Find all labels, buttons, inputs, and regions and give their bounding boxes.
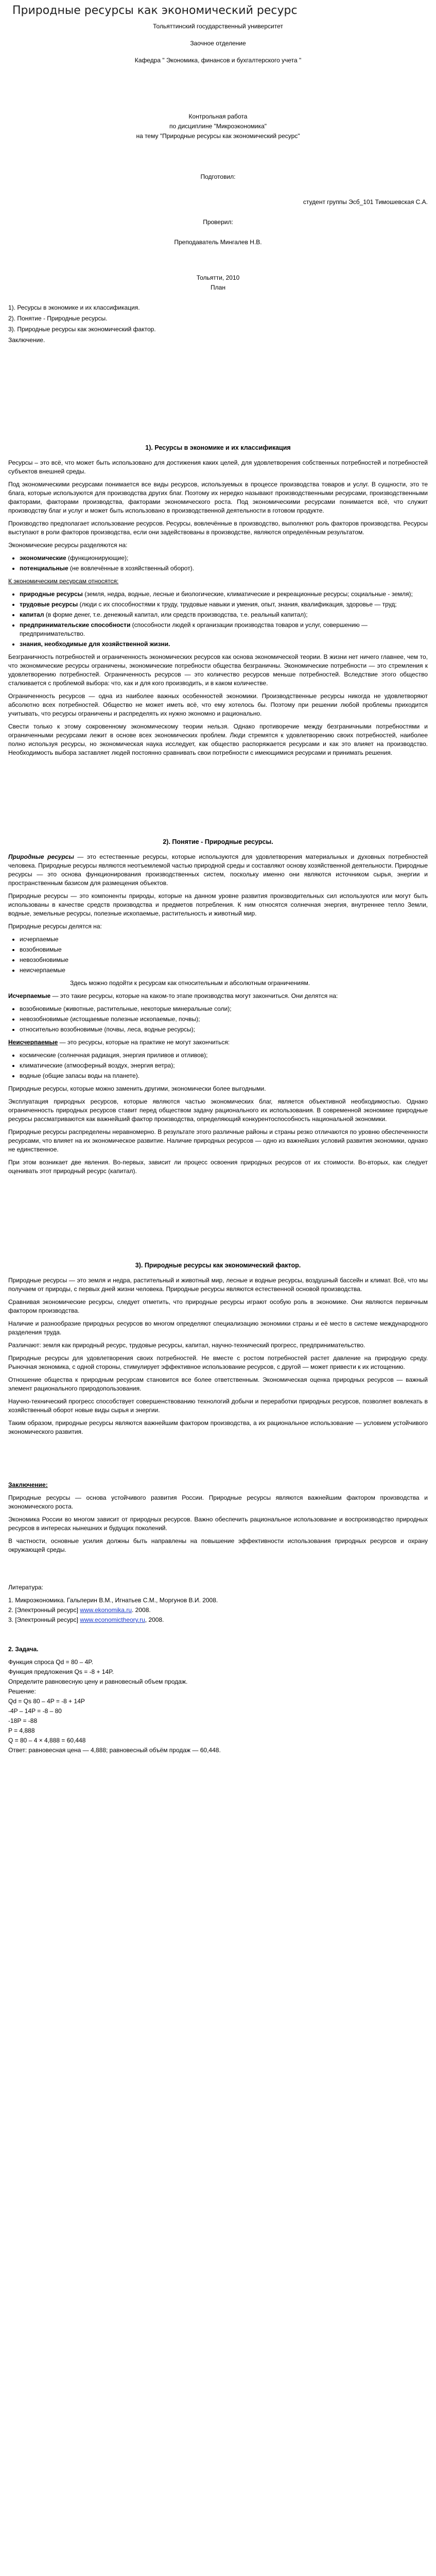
paragraph: Экономика России во многом зависит от природных ресурсов. Важно обеспечить рациональное использование и воспроизводство природных ресурсов в интересах нынешних и будущих поколений.: [8, 1516, 428, 1532]
document-title: Природные ресурсы как экономический ресурс: [12, 4, 298, 17]
paragraph: Природные ресурсы, которые можно заменить другими, экономически более выгодными.: [8, 1085, 266, 1092]
problem-line: P = 4,888: [8, 1727, 35, 1734]
conclusion-heading: Заключение:: [8, 1481, 48, 1488]
paragraph: Различают: земля как природный ресурс, трудовые ресурсы, капитал, научно-технический прогресс, предпринимательство.: [8, 1342, 365, 1349]
paragraph: Под экономическими ресурсами понимается все виды ресурсов, используемых в процессе производства товаров и услуг. В сущности, это те блага, которые используются для производства других благ. Поэтому их нередко называют производственными ресурсами, производственными факторами, факторами производства, факторами экономического роста. Под экономическими ресурсами понимается всё, что служит производству благ и услуг и может быть использовано в производственной деятельности в готовом продукте.: [8, 481, 428, 514]
paragraph: Природные ресурсы — основа устойчивого развития России. Природные ресурсы являются важнейшим фактором производства и экономического роста.: [8, 1494, 428, 1510]
paragraph: Эксплуатация природных ресурсов, которые являются частью экономических благ, является объективной необходимостью. Однако ограниченность природных ресурсов ставит перед обществом задачу рационального их использования. В современной экономике природные ресурсы рассматриваются как важнейший фактор производства, определяющий конкурентоспособность национальной экономики.: [8, 1098, 428, 1123]
list-item: • экономические (функционирующие);: [20, 554, 428, 563]
paragraph: Природные ресурсы — это естественные ресурсы, которые используются для удовлетворения материальных и духовных потребностей человека. Природные ресурсы являются неотъемлемой частью природной среды и составляют основу хозяйственной деятельности. Природные ресурсы — это основа функционирования производственных систем, поскольку именно они являются источником сырья, энергии и пространственным базисом для размещения объектов.: [8, 853, 428, 887]
table-of-contents: [8, 303, 428, 345]
list-item: • водные (общие запасы воды на планете).: [20, 1072, 428, 1080]
literature-item: 2. [Электронный ресурс] www.ekonomika.ru. 2008.: [8, 1606, 151, 1614]
paragraph: Безграничность потребностей и ограниченность экономических ресурсов как основа экономической теории. В жизни нет ничего главнее, чем то, что экономические ресурсы ограничены, экономические потребности общества безграничны. Экономические потребности — это стремления к удовлетворению потребностей. Ограниченность ресурсов — это количество ресурсов меньше потребностей. Вследствие этого общество сталкивается с проблемой выбора: что, как и для кого производить, и в каком количестве.: [8, 653, 428, 687]
list-item: • невозобновимые (истощаемые полезные ископаемые, почвы);: [20, 1015, 428, 1024]
department-name: Заочное отделение: [190, 40, 246, 47]
literature-heading: Литература:: [8, 1584, 43, 1591]
university-name: Тольяттинский государственный университет: [153, 23, 283, 30]
literature-link[interactable]: www.economictheory.ru: [80, 1616, 145, 1623]
problem-line: Qd = Qs 80 – 4P = -8 + 14P: [8, 1698, 85, 1705]
literature-item: 3. [Электронный ресурс] www.economictheory.ru, 2008.: [8, 1616, 164, 1623]
teacher-name: Преподаватель Мингалев Н.В.: [174, 239, 262, 246]
paragraph: Природные ресурсы для удовлетворения своих потребностей. Не вместе с ростом потребностей растет давление на природную среду. Рыночная экономика, с одной стороны, стимулирует эффективное использование ресурсов, с другой — может привести к их истощению.: [8, 1354, 428, 1370]
document-body: [6, 22, 430, 1755]
chair-name: Кафедра " Экономика, финансов и бухгалтерского учета ": [134, 57, 302, 64]
list-item: • космические (солнечная радиация, энергия приливов и отливов);: [20, 1051, 428, 1060]
toc-item: 1). Ресурсы в экономике и их классификация.: [8, 304, 140, 311]
list-item: • знания, необходимые для хозяйственной жизни.: [20, 640, 428, 649]
paragraph: Таким образом, природные ресурсы являются важнейшим фактором производства, а их рациональное использование — условием устойчивого экономического развития.: [8, 1419, 428, 1435]
section-2-heading: 2). Понятие - Природные ресурсы.: [163, 838, 273, 845]
list-item: • невозобновимые: [20, 956, 428, 964]
list-item: • климатические (атмосферный воздух, энергия ветра);: [20, 1061, 428, 1070]
topic: на тему "Природные ресурсы как экономический ресурс": [136, 132, 300, 140]
list-item: • предпринимательские способности (способности людей к организации производства товаров и услуг, совершению — предпринимательство.: [20, 621, 428, 638]
paragraph: Ограниченность ресурсов — одна из наиболее важных особенностей экономики. Производственные ресурсы никогда не удовлетворяют абсолютно всех потребностей. Общество не может иметь всё, что ему хотелось бы. Поэтому при решении любой проблемы приходится учитывать, что ресурсы ограничены и распределять их нужно экономно и рационально.: [8, 692, 428, 717]
toc-item: 3). Природные ресурсы как экономический фактор.: [8, 326, 156, 333]
list-item: • капитал (в форме денег, т.е. денежный капитал, или средств производства, т.е. реальный капитал);: [20, 611, 428, 619]
paragraph: Природные ресурсы распределены неравномерно. В результате этого различные районы и страны резко отличаются по уровню обеспеченности ресурсами, что влияет на их экономическое развитие. Наличие природных ресурсов — одно из важнейших условий развития экономики, однако не единственное.: [8, 1128, 428, 1153]
list-item: • природные ресурсы (земля, недра, водные, лесные и биологические, климатические и рекреационные ресурсы; социальные - земля);: [20, 590, 428, 599]
toc-item: Заключение.: [8, 336, 45, 344]
student-name: студент группы Эсб_101 Тимошевская С.А.: [303, 198, 428, 206]
problem-line: -18P = -88: [8, 1717, 38, 1724]
list-item: • относительно возобновимые (почвы, леса, водные ресурсы);: [20, 1025, 428, 1034]
resource-status-list: [8, 554, 428, 573]
problem-line: Ответ: равновесная цена — 4,888; равновесный объём продаж — 60,448.: [8, 1747, 221, 1754]
resource-types-list: [8, 590, 428, 649]
paragraph: Здесь можно подойти к ресурсам как относительным и абсолютным ограничениям.: [70, 979, 310, 987]
prepared-label: Подготовил:: [200, 173, 236, 180]
paragraph: Производство предполагает использование ресурсов. Ресурсы, вовлечённые в производство, выполняют роль факторов производства. Ресурсы выступают в роли факторов производства, если они задействованы в производстве, являются определённым результатом.: [8, 520, 428, 536]
class-label: К экономическим ресурсам относятся:: [8, 578, 119, 585]
section-3-heading: 3). Природные ресурсы как экономический фактор.: [135, 1262, 301, 1269]
paragraph: Свести только к этому сокровенному экономическому теории нельзя. Однако противоречие между безграничными потребностями и ограниченными ресурсами лежит в основе всех экономических проблем. Люди стремятся к удовлетворению своих потребностей, наиболее полно используя ресурсы, но экономическая наука исследует, как общество распоряжается ресурсами и как это влияет на производство. Необходимость выбора заставляет людей постоянно сравнивать свои потребности с имеющимися ресурсами и принимать решения.: [8, 723, 428, 756]
paragraph: Неисчерпаемые — это ресурсы, которые на практике не могут закончиться:: [8, 1039, 230, 1046]
list-item: • трудовые ресурсы (люди с их способностями к труду, трудовые навыки и умения, опыт, знания, квалификация, здоровье — труд;: [20, 600, 428, 609]
problem-line: Q = 80 – 4 × 4,888 = 60,448: [8, 1737, 86, 1744]
problem-line: Определите равновесную цену и равновесный объем продаж.: [8, 1678, 188, 1685]
problem-line: Функция спроса Qd = 80 – 4P.: [8, 1658, 94, 1666]
list-item: • возобновимые (животные, растительные, некоторые минеральные соли);: [20, 1005, 428, 1013]
paragraph: При этом возникает две явления. Во-первых, зависит ли процесс освоения природных ресурсов от их стоимости. Во-вторых, как следует оценивать этот природный ресурс (капитал).: [8, 1159, 428, 1175]
plan-label: План: [211, 284, 225, 291]
paragraph: Научно-технический прогресс способствует совершенствованию технологий добычи и переработки природных ресурсов, позволяет вовлекать в хозяйственный оборот новые виды сырья и энергии.: [8, 1398, 428, 1414]
paragraph: Природные ресурсы — это компоненты природы, которые на данном уровне развития производительных сил используются или могут быть использованы в качестве средств производства и предметов потребления. К ним относятся солнечная энергия, внутреннее тепло Земли, водные, земельные ресурсы, полезные ископаемые, растительность и животный мир.: [8, 892, 428, 917]
literature-link[interactable]: www.ekonomika.ru: [80, 1606, 132, 1614]
list-item: • возобновимые: [20, 945, 428, 954]
list-item: • исчерпаемые: [20, 935, 428, 944]
paragraph: Природные ресурсы — это земля и недра, растительный и животный мир, лесные и водные ресурсы, воздушный бассейн и климат. Всё, что мы получаем от природы, с первых дней жизни человека. Природные ресурсы являются естественной основой производства.: [8, 1277, 428, 1293]
paragraph: Экономические ресурсы разделяются на:: [8, 541, 128, 549]
toc-item: 2). Понятие - Природные ресурсы.: [8, 315, 108, 322]
problem-line: -4P – 14P = -8 – 80: [8, 1707, 62, 1715]
exhaustible-list: [8, 1005, 428, 1034]
paragraph: Исчерпаемые — это такие ресурсы, которые на каком-то этапе производства могут закончиться. Они делятся на:: [8, 992, 338, 999]
types-label: Природные ресурсы делятся на:: [8, 923, 102, 930]
paragraph: Отношение общества к природным ресурсам становится все более ответственным. Экономическая оценка природных ресурсов — важный элемент рационального природопользования.: [8, 1376, 428, 1392]
work-type: Контрольная работа: [188, 113, 248, 120]
inexhaustible-list: [8, 1051, 428, 1080]
problem-line: Решение:: [8, 1688, 36, 1695]
list-item: • неисчерпаемые: [20, 966, 428, 975]
paragraph: Наличие и разнообразие природных ресурсов во многом определяют специализацию экономики страны и её место в системе международного разделения труда.: [8, 1320, 428, 1336]
discipline: по дисциплине "Микроэкономика": [169, 123, 267, 130]
checked-label: Проверил:: [203, 218, 233, 226]
problem-line: Функция предложения Qs = -8 + 14P.: [8, 1668, 114, 1675]
city-year: Тольятти, 2010: [196, 274, 240, 281]
literature-item: 1. Микроэкономика. Гальперин В.М., Игнатьев С.М., Моргунов В.И. 2008.: [8, 1597, 218, 1604]
list-item: • потенциальные (не вовлечённые в хозяйственный оборот).: [20, 564, 428, 573]
problem-heading: 2. Задача.: [8, 1646, 39, 1653]
natural-resource-types-list: [8, 935, 428, 975]
paragraph: Сравнивая экономические ресурсы, следует отметить, что природные ресурсы играют особую роль в экономике. Они являются первичным фактором производства.: [8, 1298, 428, 1314]
paragraph: В частности, основные усилия должны быть направлены на повышение эффективности использования природных ресурсов и охрану окружающей среды.: [8, 1537, 428, 1553]
paragraph: Ресурсы – это всё, что может быть использовано для достижения каких целей, для удовлетворения собственных потребностей и потребностей субъектов внешней среды.: [8, 459, 428, 475]
section-1-heading: 1). Ресурсы в экономике и их классификация: [145, 444, 291, 451]
